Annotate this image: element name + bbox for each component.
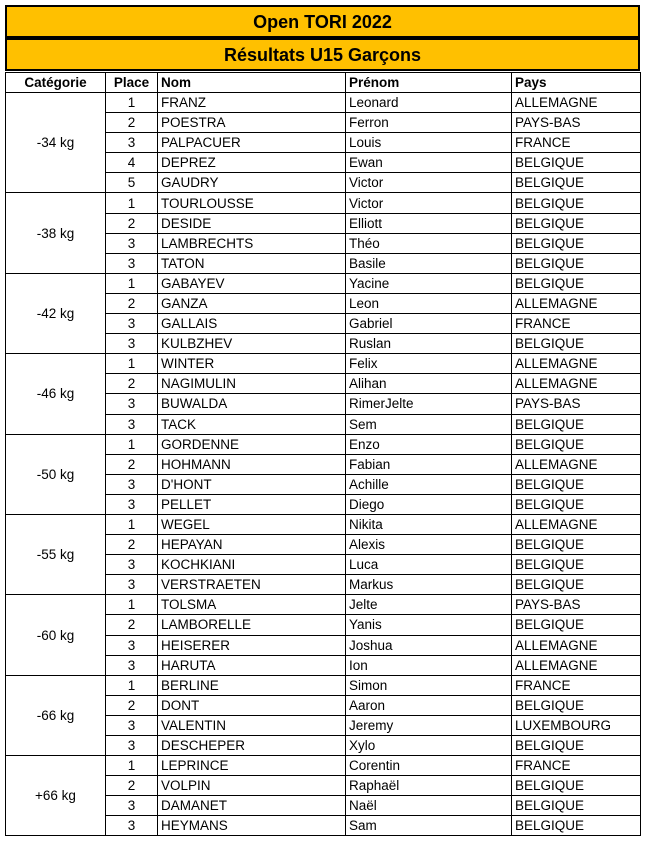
nom-cell: FRANZ <box>158 93 346 113</box>
category-cell: +66 kg <box>6 756 106 836</box>
place-cell: 3 <box>106 334 158 354</box>
prenom-cell: Louis <box>346 133 512 153</box>
pays-cell: BELGIQUE <box>512 474 641 494</box>
place-cell: 3 <box>106 715 158 735</box>
prenom-cell: Jeremy <box>346 715 512 735</box>
nom-cell: BUWALDA <box>158 394 346 414</box>
category-cell: -60 kg <box>6 595 106 675</box>
prenom-cell: Victor <box>346 173 512 193</box>
category-cell: -42 kg <box>6 273 106 353</box>
prenom-cell: Théo <box>346 233 512 253</box>
pays-cell: PAYS-BAS <box>512 595 641 615</box>
place-cell: 3 <box>106 816 158 836</box>
nom-cell: WEGEL <box>158 514 346 534</box>
pays-cell: BELGIQUE <box>512 213 641 233</box>
place-cell: 3 <box>106 635 158 655</box>
nom-cell: NAGIMULIN <box>158 374 346 394</box>
prenom-cell: Naël <box>346 796 512 816</box>
page-title: Open TORI 2022 <box>5 5 640 38</box>
pays-cell: BELGIQUE <box>512 153 641 173</box>
table-row <box>6 434 641 454</box>
prenom-cell: Corentin <box>346 756 512 776</box>
pays-cell: BELGIQUE <box>512 615 641 635</box>
header-pays: Pays <box>512 73 641 93</box>
nom-cell: TATON <box>158 253 346 273</box>
prenom-cell: Felix <box>346 354 512 374</box>
place-cell: 2 <box>106 535 158 555</box>
prenom-cell: Jelte <box>346 595 512 615</box>
pays-cell: BELGIQUE <box>512 816 641 836</box>
pays-cell: PAYS-BAS <box>512 113 641 133</box>
page-subtitle: Résultats U15 Garçons <box>5 38 640 71</box>
nom-cell: GANZA <box>158 293 346 313</box>
place-cell: 3 <box>106 555 158 575</box>
category-cell: -46 kg <box>6 354 106 434</box>
place-cell: 2 <box>106 695 158 715</box>
pays-cell: ALLEMAGNE <box>512 374 641 394</box>
pays-cell: LUXEMBOURG <box>512 715 641 735</box>
pays-cell: BELGIQUE <box>512 494 641 514</box>
nom-cell: PELLET <box>158 494 346 514</box>
header-prenom: Prénom <box>346 73 512 93</box>
nom-cell: PALPACUER <box>158 133 346 153</box>
place-cell: 2 <box>106 615 158 635</box>
nom-cell: POESTRA <box>158 113 346 133</box>
prenom-cell: Joshua <box>346 635 512 655</box>
prenom-cell: Ferron <box>346 113 512 133</box>
pays-cell: ALLEMAGNE <box>512 514 641 534</box>
pays-cell: BELGIQUE <box>512 193 641 213</box>
nom-cell: GAUDRY <box>158 173 346 193</box>
place-cell: 4 <box>106 153 158 173</box>
table-row <box>6 675 641 695</box>
table-row <box>6 273 641 293</box>
nom-cell: DEPREZ <box>158 153 346 173</box>
nom-cell: BERLINE <box>158 675 346 695</box>
place-cell: 3 <box>106 736 158 756</box>
prenom-cell: RimerJelte <box>346 394 512 414</box>
table-row <box>6 93 641 113</box>
prenom-cell: Yanis <box>346 615 512 635</box>
place-cell: 5 <box>106 173 158 193</box>
nom-cell: VALENTIN <box>158 715 346 735</box>
pays-cell: ALLEMAGNE <box>512 635 641 655</box>
nom-cell: D'HONT <box>158 474 346 494</box>
prenom-cell: Markus <box>346 575 512 595</box>
place-cell: 1 <box>106 675 158 695</box>
place-cell: 3 <box>106 796 158 816</box>
place-cell: 1 <box>106 273 158 293</box>
pays-cell: FRANCE <box>512 133 641 153</box>
prenom-cell: Sam <box>346 816 512 836</box>
place-cell: 1 <box>106 193 158 213</box>
nom-cell: DESCHEPER <box>158 736 346 756</box>
place-cell: 3 <box>106 133 158 153</box>
prenom-cell: Diego <box>346 494 512 514</box>
table-row <box>6 354 641 374</box>
results-table <box>5 72 641 836</box>
prenom-cell: Fabian <box>346 454 512 474</box>
header-row <box>6 73 641 93</box>
category-cell: -38 kg <box>6 193 106 273</box>
nom-cell: DONT <box>158 695 346 715</box>
pays-cell: BELGIQUE <box>512 414 641 434</box>
place-cell: 2 <box>106 776 158 796</box>
prenom-cell: Alexis <box>346 535 512 555</box>
nom-cell: DAMANET <box>158 796 346 816</box>
place-cell: 3 <box>106 414 158 434</box>
prenom-cell: Ruslan <box>346 334 512 354</box>
category-cell: -50 kg <box>6 434 106 514</box>
place-cell: 3 <box>106 394 158 414</box>
pays-cell: FRANCE <box>512 314 641 334</box>
category-cell: -55 kg <box>6 514 106 594</box>
pays-cell: BELGIQUE <box>512 173 641 193</box>
prenom-cell: Elliott <box>346 213 512 233</box>
prenom-cell: Ewan <box>346 153 512 173</box>
prenom-cell: Simon <box>346 675 512 695</box>
prenom-cell: Sem <box>346 414 512 434</box>
nom-cell: VERSTRAETEN <box>158 575 346 595</box>
place-cell: 2 <box>106 213 158 233</box>
place-cell: 1 <box>106 354 158 374</box>
place-cell: 3 <box>106 575 158 595</box>
nom-cell: HEISERER <box>158 635 346 655</box>
nom-cell: HARUTA <box>158 655 346 675</box>
prenom-cell: Luca <box>346 555 512 575</box>
pays-cell: BELGIQUE <box>512 334 641 354</box>
pays-cell: BELGIQUE <box>512 233 641 253</box>
nom-cell: TOLSMA <box>158 595 346 615</box>
place-cell: 3 <box>106 253 158 273</box>
nom-cell: KOCHKIANI <box>158 555 346 575</box>
nom-cell: LEPRINCE <box>158 756 346 776</box>
header-place: Place <box>106 73 158 93</box>
place-cell: 1 <box>106 756 158 776</box>
nom-cell: LAMBORELLE <box>158 615 346 635</box>
place-cell: 1 <box>106 434 158 454</box>
pays-cell: BELGIQUE <box>512 695 641 715</box>
prenom-cell: Aaron <box>346 695 512 715</box>
pays-cell: BELGIQUE <box>512 535 641 555</box>
pays-cell: BELGIQUE <box>512 273 641 293</box>
nom-cell: TACK <box>158 414 346 434</box>
nom-cell: GABAYEV <box>158 273 346 293</box>
pays-cell: PAYS-BAS <box>512 394 641 414</box>
place-cell: 2 <box>106 113 158 133</box>
header-category: Catégorie <box>6 73 106 93</box>
prenom-cell: Leon <box>346 293 512 313</box>
nom-cell: GALLAIS <box>158 314 346 334</box>
prenom-cell: Nikita <box>346 514 512 534</box>
prenom-cell: Achille <box>346 474 512 494</box>
pays-cell: BELGIQUE <box>512 796 641 816</box>
pays-cell: ALLEMAGNE <box>512 93 641 113</box>
nom-cell: HEPAYAN <box>158 535 346 555</box>
nom-cell: KULBZHEV <box>158 334 346 354</box>
category-cell: -66 kg <box>6 675 106 755</box>
pays-cell: ALLEMAGNE <box>512 655 641 675</box>
nom-cell: DESIDE <box>158 213 346 233</box>
prenom-cell: Ion <box>346 655 512 675</box>
pays-cell: FRANCE <box>512 756 641 776</box>
place-cell: 3 <box>106 655 158 675</box>
nom-cell: GORDENNE <box>158 434 346 454</box>
table-row <box>6 514 641 534</box>
prenom-cell: Raphaël <box>346 776 512 796</box>
pays-cell: BELGIQUE <box>512 555 641 575</box>
table-row <box>6 756 641 776</box>
table-row <box>6 595 641 615</box>
place-cell: 1 <box>106 93 158 113</box>
prenom-cell: Alihan <box>346 374 512 394</box>
header-nom: Nom <box>158 73 346 93</box>
prenom-cell: Enzo <box>346 434 512 454</box>
nom-cell: LAMBRECHTS <box>158 233 346 253</box>
prenom-cell: Leonard <box>346 93 512 113</box>
place-cell: 1 <box>106 514 158 534</box>
results-body <box>6 93 641 836</box>
nom-cell: VOLPIN <box>158 776 346 796</box>
pays-cell: ALLEMAGNE <box>512 293 641 313</box>
pays-cell: ALLEMAGNE <box>512 454 641 474</box>
pays-cell: BELGIQUE <box>512 253 641 273</box>
pays-cell: BELGIQUE <box>512 434 641 454</box>
pays-cell: FRANCE <box>512 675 641 695</box>
nom-cell: WINTER <box>158 354 346 374</box>
place-cell: 1 <box>106 595 158 615</box>
place-cell: 3 <box>106 474 158 494</box>
pays-cell: BELGIQUE <box>512 575 641 595</box>
prenom-cell: Victor <box>346 193 512 213</box>
place-cell: 2 <box>106 293 158 313</box>
place-cell: 3 <box>106 233 158 253</box>
prenom-cell: Basile <box>346 253 512 273</box>
prenom-cell: Xylo <box>346 736 512 756</box>
nom-cell: HOHMANN <box>158 454 346 474</box>
pays-cell: BELGIQUE <box>512 776 641 796</box>
place-cell: 3 <box>106 494 158 514</box>
pays-cell: BELGIQUE <box>512 736 641 756</box>
place-cell: 3 <box>106 314 158 334</box>
pays-cell: ALLEMAGNE <box>512 354 641 374</box>
place-cell: 2 <box>106 374 158 394</box>
category-cell: -34 kg <box>6 93 106 193</box>
nom-cell: HEYMANS <box>158 816 346 836</box>
prenom-cell: Yacine <box>346 273 512 293</box>
place-cell: 2 <box>106 454 158 474</box>
table-row <box>6 193 641 213</box>
nom-cell: TOURLOUSSE <box>158 193 346 213</box>
prenom-cell: Gabriel <box>346 314 512 334</box>
